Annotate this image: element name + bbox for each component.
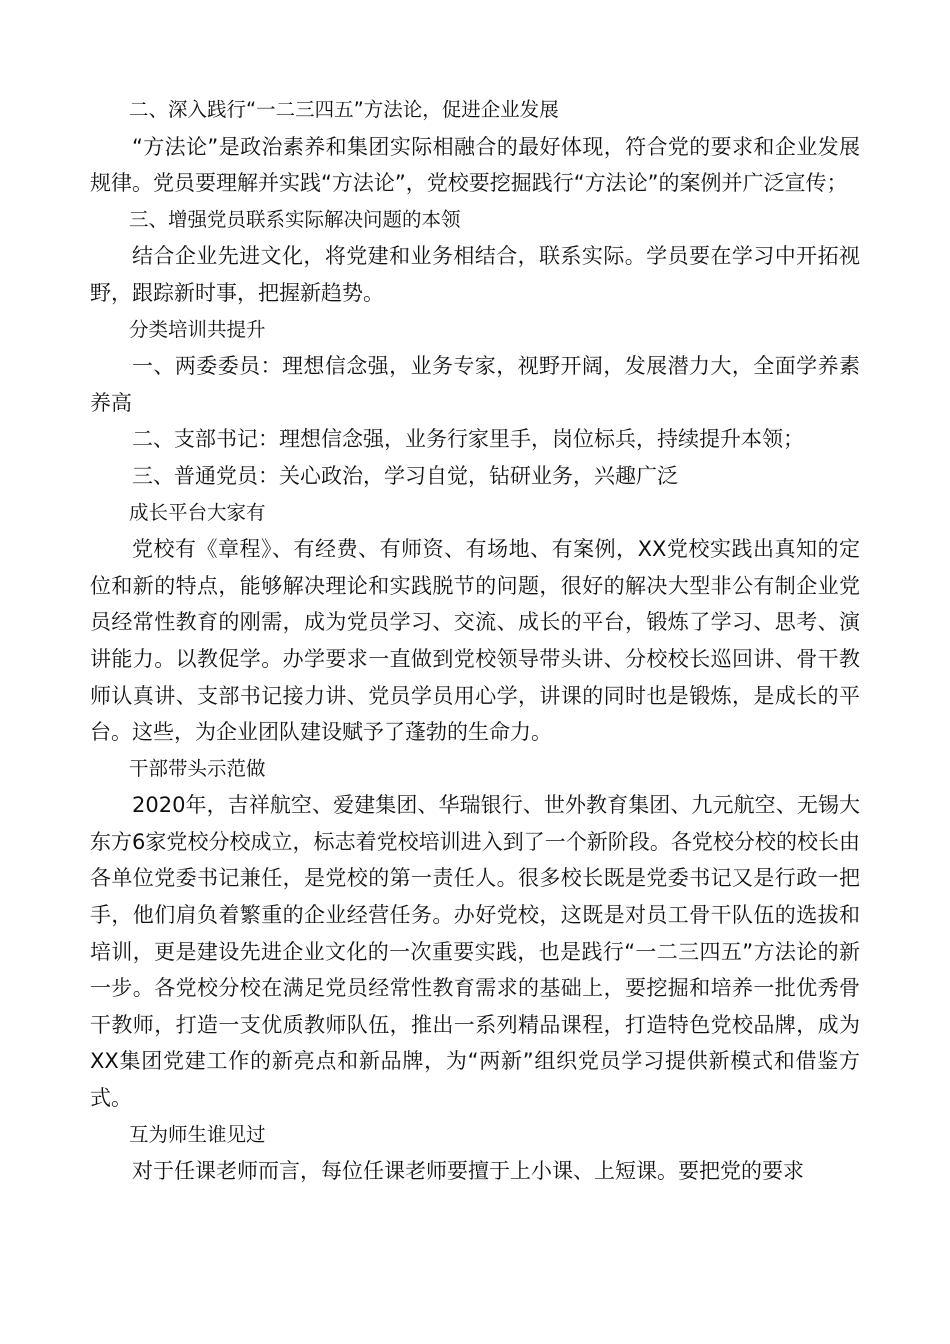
section-heading-classified-training: 分类培训共提升 bbox=[129, 317, 266, 341]
section-heading-mutual-teaching: 互为师生谁见过 bbox=[129, 1122, 266, 1146]
section-heading-methodology: 二、深入践行“一二三四五”方法论，促进企业发展 bbox=[129, 98, 559, 121]
section-heading-practical-ability: 三、增强党员联系实际解决问题的本领 bbox=[129, 207, 461, 231]
list-item-ordinary-members: 三、普通党员：关心政治，学习自觉，钻研业务，兴趣广泛 bbox=[132, 463, 678, 488]
list-item-branch-secretaries: 二、支部书记：理想信念强，业务行家里手，岗位标兵，持续提升本领； bbox=[132, 427, 804, 452]
list-item-committee-members: 一、两委委员：理想信念强，业务专家，视野开阔，发展潜力大，全面学养素养高 bbox=[90, 354, 860, 415]
document-body bbox=[90, 92, 860, 1190]
paragraph-mutual-teaching: 对于任课老师而言，每位任课老师要擅于上小课、上短课。要把党的要求 bbox=[132, 1159, 804, 1184]
section-heading-growth-platform: 成长平台大家有 bbox=[129, 500, 266, 524]
paragraph-growth-platform: 党校有《章程》、有经费、有师资、有场地、有案例，XX党校实践出真知的定位和新的特点，能够解决理论和实践脱节的问题，很好的解决大型非公有制企业党员经常性教育的刚需，成为党员学习、交流、成长的平台，锻炼了学习、思考、演讲能力。以教促学。办学要求一直做到党校领导带头讲、分校校长巡回讲、骨干教师认真讲、支部书记接力讲、党员学员用心学，讲课的同时也是锻炼，是成长的平台。这些，为企业团队建设赋予了蓬勃的生命力。 bbox=[90, 537, 860, 745]
paragraph-methodology: “方法论”是政治素养和集团实际相融合的最好体现，符合党的要求和企业发展规律。党员要理解并实践“方法论”，党校要挖掘践行“方法论”的案例并广泛宣传； bbox=[90, 134, 860, 196]
paragraph-practical-ability: 结合企业先进文化，将党建和业务相结合，联系实际。学员要在学习中开拓视野，跟踪新时事，把握新趋势。 bbox=[90, 244, 860, 305]
paragraph-cadres-lead: 2020年，吉祥航空、爱建集团、华瑞银行、世外教育集团、九元航空、无锡大东方6家党校分校成立，标志着党校培训进入到了一个新阶段。各党校分校的校长由各单位党委书记兼任，是党校的第一责任人。很多校长既是党委书记又是行政一把手，他们肩负着繁重的企业经营任务。办好党校，这既是对员工骨干队伍的选拔和培训，更是建设先进企业文化的一次重要实践，也是践行“一二三四五”方法论的新一步。各党校分校在满足党员经常性教育需求的基础上，要挖掘和培养一批优秀骨干教师，打造一支优质教师队伍，推出一系列精品课程，打造特色党校品牌，成为XX集团党建工作的新亮点和新品牌，为“两新”组织党员学习提供新模式和借鉴方式。 bbox=[90, 793, 860, 1111]
section-heading-cadres-lead: 干部带头示范做 bbox=[129, 756, 266, 780]
